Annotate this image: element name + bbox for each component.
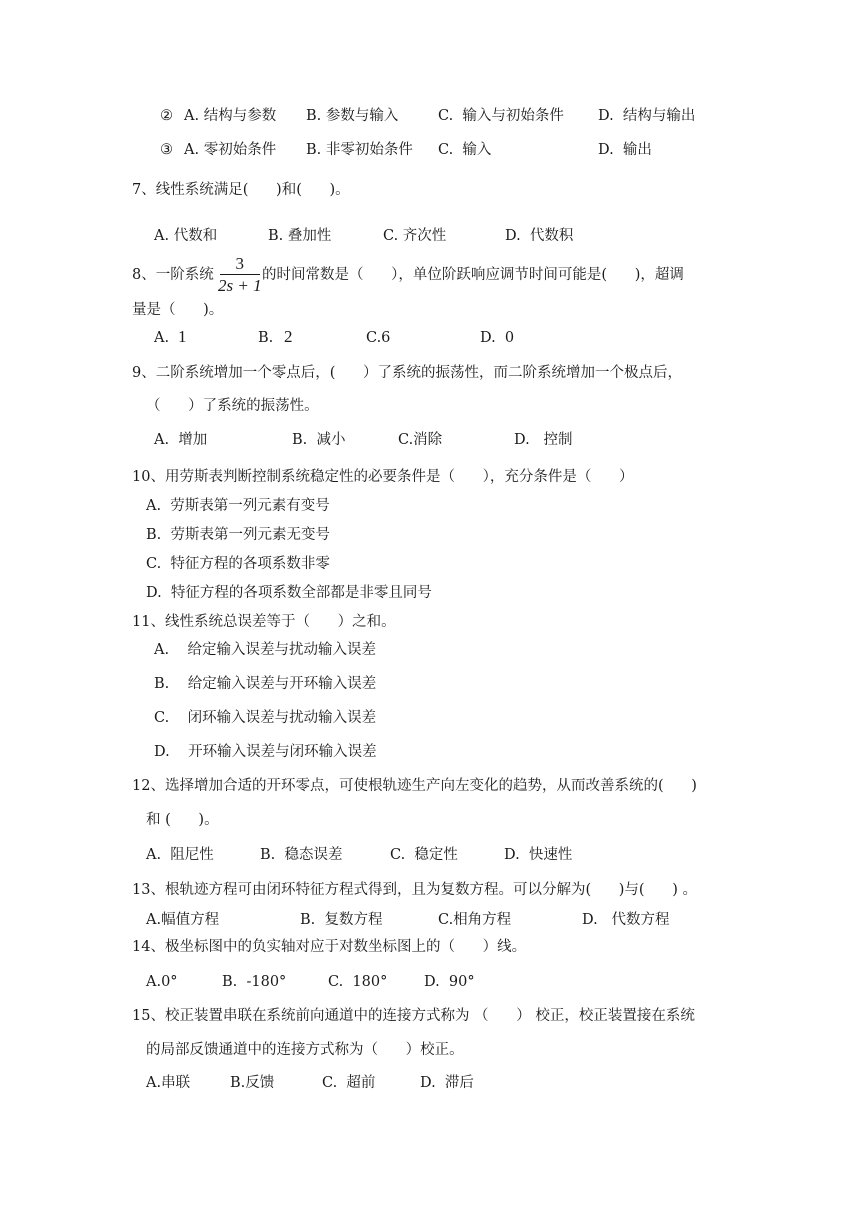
q13-option-a: A.幅值方程: [146, 912, 220, 928]
q15-stem-line2: 的局部反馈通道中的连接方式称为（ ）校正。: [146, 1042, 464, 1058]
q13-option-c: C.相角方程: [438, 912, 512, 928]
q6-sub2-option-d: D. 结构与输出: [598, 108, 696, 124]
q10-option-a: A. 劳斯表第一列元素有变号: [146, 498, 330, 514]
q9-stem-line2: （ ）了系统的振荡性。: [146, 398, 319, 414]
q9-option-b: B. 减小: [292, 432, 346, 448]
q10-option-c: C. 特征方程的各项系数非零: [146, 556, 330, 572]
q8-stem-prefix: 8、一阶系统: [132, 267, 214, 283]
q6-sub3-option-d: D. 输出: [598, 142, 652, 158]
q8-option-a-value: 1: [178, 327, 187, 346]
q9-option-a: A. 增加: [154, 432, 208, 448]
q6-sub3-option-c: C. 输入: [438, 142, 492, 158]
q8-stem-suffix: 的时间常数是（ ），单位阶跃响应调节时间可能是( )，超调: [262, 267, 684, 283]
q10-option-b: B. 劳斯表第一列元素无变号: [146, 527, 330, 543]
q12-option-a: A. 阻尼性: [146, 847, 214, 863]
q15-stem: 15、校正装置串联在系统前向通道中的连接方式称为 （ ） 校正，校正装置接在系统: [132, 1008, 695, 1024]
q10-stem: 10、用劳斯表判断控制系统稳定性的必要条件是（ ），充分条件是（ ）: [132, 469, 634, 485]
q15-option-c: C. 超前: [322, 1075, 376, 1091]
q14-option-c: C. 180°: [328, 974, 388, 990]
q8-option-c: C.6: [366, 330, 391, 346]
q6-sub3-option-a: A. 零初始条件: [184, 142, 277, 158]
q6-sub3-number: ③: [160, 142, 173, 158]
q11-option-a: A. 给定输入误差与扰动输入误差: [154, 642, 377, 658]
q6-sub2-option-c: C. 输入与初始条件: [438, 108, 564, 124]
q14-option-a: A.0°: [146, 974, 178, 990]
q13-option-b: B. 复数方程: [300, 912, 383, 928]
q9-option-c: C.消除: [398, 432, 443, 448]
q11-option-d: D. 开环输入误差与闭环输入误差: [154, 744, 377, 760]
q12-option-b: B. 稳态误差: [260, 847, 343, 863]
q15-option-b: B.反馈: [230, 1075, 275, 1091]
q6-sub2-option-a: A. 结构与参数: [184, 108, 277, 124]
q7-option-b: B. 叠加性: [268, 228, 332, 244]
q8-option-d: D. 0: [480, 330, 515, 346]
q15-option-d: D. 滞后: [420, 1075, 474, 1091]
q7-option-a: A. 代数和: [154, 228, 218, 244]
q8-fraction-denominator: 2s + 1: [218, 276, 262, 295]
q10-option-d: D. 特征方程的各项系数全部都是非零且同号: [146, 585, 432, 601]
q13-option-d: D. 代数方程: [582, 912, 670, 928]
q15-option-a: A.串联: [146, 1075, 191, 1091]
q7-option-c: C. 齐次性: [383, 228, 447, 244]
q11-stem: 11、线性系统总误差等于（ ）之和。: [132, 614, 396, 630]
q12-option-d: D. 快速性: [504, 847, 573, 863]
q9-stem: 9、二阶系统增加一个零点后，( ）了系统的振荡性，而二阶系统增加一个极点后，: [132, 365, 683, 381]
q14-stem: 14、极坐标图中的负实轴对应于对数坐标图上的（ ）线。: [132, 939, 527, 955]
q14-option-b: B. -180°: [222, 974, 287, 990]
q9-option-d: D. 控制: [514, 432, 573, 448]
q8-fraction-numerator: 3: [235, 254, 245, 273]
q12-stem: 12、选择增加合适的开环零点，可使根轨迹生产向左变化的趋势，从而改善系统的( ): [132, 778, 697, 794]
q13-stem: 13、根轨迹方程可由闭环特征方程式得到，且为复数方程。可以分解为( )与( ) 。: [132, 882, 697, 898]
q8-stem-line2: 量是（ )。: [132, 302, 224, 318]
q11-option-b: B. 给定输入误差与开环输入误差: [154, 676, 377, 692]
q11-option-c: C. 闭环输入误差与扰动输入误差: [154, 710, 377, 726]
q14-option-d: D. 90°: [424, 974, 475, 990]
q6-sub3-option-b: B. 非零初始条件: [306, 142, 413, 158]
q6-sub2-option-b: B. 参数与输入: [306, 108, 399, 124]
q7-option-d: D. 代数积: [505, 228, 574, 244]
q8-option-a-label: A.: [154, 330, 170, 346]
q8-option-b-value: 2: [284, 327, 293, 346]
q12-stem-line2: 和 ( )。: [146, 812, 219, 828]
q6-sub2-number: ②: [160, 108, 173, 124]
q8-transfer-function: [218, 254, 262, 297]
q7-stem: 7、线性系统满足( )和( )。: [132, 182, 350, 198]
q12-option-c: C. 稳定性: [390, 847, 458, 863]
q8-option-b-label: B.: [258, 330, 274, 346]
